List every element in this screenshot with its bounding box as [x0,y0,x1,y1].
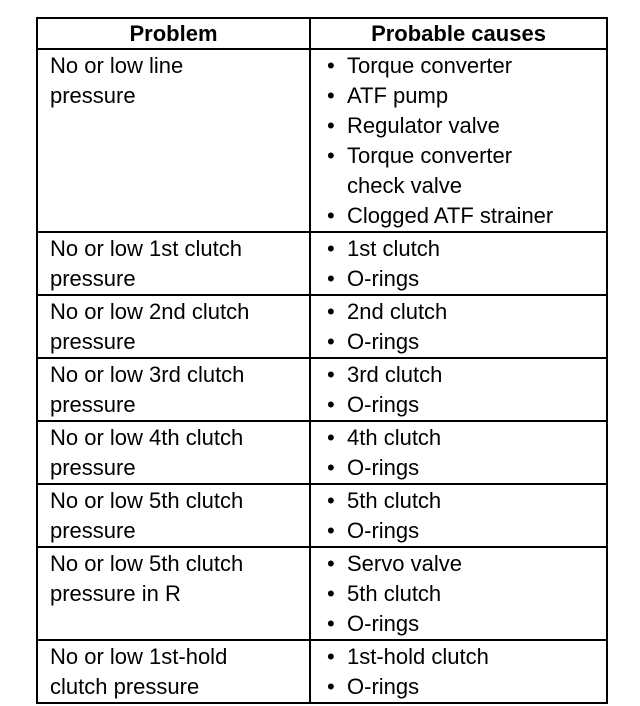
cause-text-line: 4th clutch [347,425,442,450]
header-row [37,18,607,49]
cause-text-line: Torque converter [347,143,513,168]
cause-list-item [323,111,600,141]
bullet-icon: • [327,488,335,513]
problem-text-line: No or low line [50,53,184,78]
problem-cell [37,358,310,421]
problem-text-line: pressure [50,455,136,480]
table-row [37,358,607,421]
cause-list-item [323,141,600,201]
table-row [37,232,607,295]
cause-text-line: ATF pump [347,83,449,108]
probable-causes-cell [310,295,607,358]
problem-cell [37,547,310,640]
cause-list-item [323,423,600,453]
problem-text-line: pressure [50,518,136,543]
cause-text-line: 1st-hold clutch [347,644,489,669]
cause-list-item [323,81,600,111]
cause-list-item [323,579,600,609]
problem-text-line: pressure in R [50,581,181,606]
problem-text-line: No or low 5th clutch [50,488,244,513]
cause-text-line: 5th clutch [347,581,442,606]
cause-text-line: O-rings [347,455,420,480]
cause-list-item [323,390,600,420]
problem-cell [37,232,310,295]
bullet-icon: • [327,392,335,417]
cause-list-item [323,642,600,672]
cause-text-line: Clogged ATF strainer [347,203,554,228]
bullet-icon: • [327,329,335,354]
cause-text-line: O-rings [347,392,420,417]
bullet-icon: • [327,362,335,387]
cause-list-item [323,51,600,81]
cause-text-line: O-rings [347,674,420,699]
problem-text-line: pressure [50,329,136,354]
cause-text-line: Servo valve [347,551,462,576]
troubleshooting-sheet [36,17,606,704]
cause-text-line: Torque converter [347,53,513,78]
problem-text-line: pressure [50,392,136,417]
problem-text-line: No or low 5th clutch [50,551,244,576]
problem-header: Problem [37,18,310,49]
problem-text-line: No or low 1st clutch [50,236,242,261]
probable-causes-cell [310,49,607,232]
cause-text-line: Regulator valve [347,113,500,138]
problem-text-line: No or low 3rd clutch [50,362,245,387]
bullet-icon: • [327,644,335,669]
bullet-icon: • [327,581,335,606]
cause-text-line: check valve [347,173,462,198]
problem-text-line: No or low 1st-hold [50,644,228,669]
bullet-icon: • [327,551,335,576]
bullet-icon: • [327,143,335,168]
table-row [37,640,607,703]
cause-list-item [323,360,600,390]
problem-causes-table [36,17,608,704]
probable-causes-cell [310,640,607,703]
table-row [37,547,607,640]
probable-causes-cell [310,484,607,547]
probable-causes-cell [310,547,607,640]
bullet-icon: • [327,611,335,636]
cause-list-item [323,516,600,546]
table-row [37,421,607,484]
cause-text-line: 2nd clutch [347,299,448,324]
cause-list-item [323,327,600,357]
cause-list-item [323,264,600,294]
probable-causes-cell [310,421,607,484]
probable-causes-header: Probable causes [310,18,607,49]
bullet-icon: • [327,266,335,291]
cause-text-line: 1st clutch [347,236,440,261]
table-row [37,484,607,547]
cause-text-line: O-rings [347,518,420,543]
problem-text-line: No or low 2nd clutch [50,299,250,324]
bullet-icon: • [327,455,335,480]
bullet-icon: • [327,425,335,450]
bullet-icon: • [327,113,335,138]
table-body [37,49,607,703]
cause-list-item [323,234,600,264]
problem-text-line: No or low 4th clutch [50,425,244,450]
bullet-icon: • [327,236,335,261]
cause-list-item [323,201,600,231]
problem-cell [37,421,310,484]
bullet-icon: • [327,518,335,543]
problem-cell [37,295,310,358]
cause-list-item [323,486,600,516]
problem-text-line: clutch pressure [50,674,200,699]
cause-text-line: 3rd clutch [347,362,443,387]
bullet-icon: • [327,674,335,699]
cause-list-item [323,549,600,579]
bullet-icon: • [327,203,335,228]
cause-list-item [323,297,600,327]
bullet-icon: • [327,83,335,108]
cause-text-line: O-rings [347,611,420,636]
table-row [37,49,607,232]
problem-cell [37,640,310,703]
problem-cell [37,484,310,547]
cause-list-item [323,672,600,702]
problem-text-line: pressure [50,266,136,291]
cause-text-line: O-rings [347,266,420,291]
bullet-icon: • [327,299,335,324]
problem-text-line: pressure [50,83,136,108]
table-row [37,295,607,358]
probable-causes-cell [310,232,607,295]
cause-list-item [323,609,600,639]
bullet-icon: • [327,53,335,78]
cause-list-item [323,453,600,483]
probable-causes-cell [310,358,607,421]
cause-text-line: O-rings [347,329,420,354]
problem-cell [37,49,310,232]
cause-text-line: 5th clutch [347,488,442,513]
